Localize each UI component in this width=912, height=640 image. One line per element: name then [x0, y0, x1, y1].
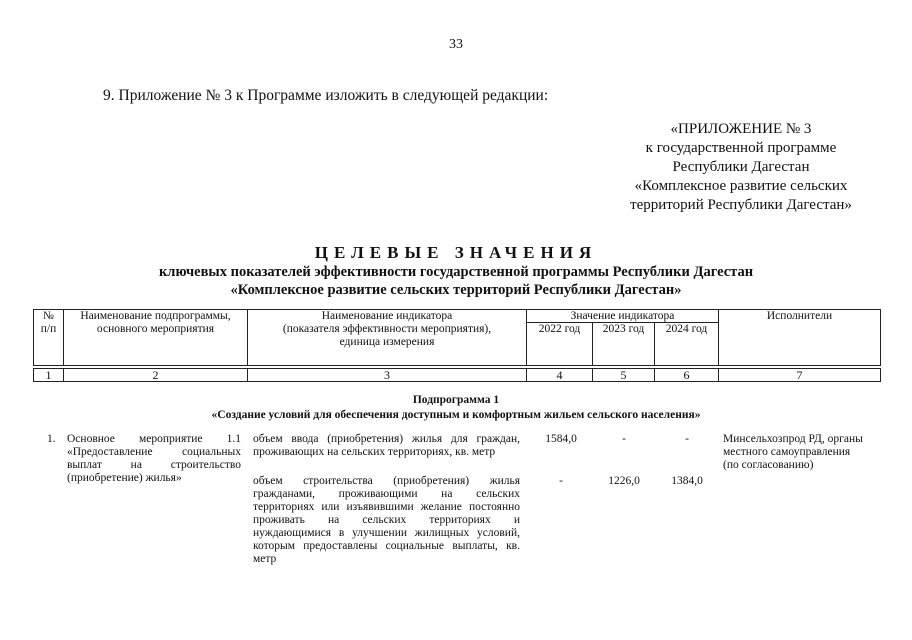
header-cell-year-2023: 2023 год — [592, 322, 655, 366]
activity-name: Основное мероприятие 1.1 «Предоставление социальных выплат на строительство (приобретение) жилья» — [67, 433, 241, 484]
appendix-line: «Комплексное развитие сельских — [634, 178, 848, 194]
indicator-2-value-2022: - — [559, 475, 563, 487]
indicator-1: объем ввода (приобретения) жилья для граждан, проживающих на сельских территориях, кв. метр — [253, 433, 520, 458]
subtitle-line: ключевых показателей эффективности государственной программы Республики Дагестан — [158, 264, 754, 280]
appendix-line: «ПРИЛОЖЕНИЕ № 3 — [670, 121, 812, 137]
document-title: ЦЕЛЕВЫЕ ЗНАЧЕНИЯ — [314, 243, 598, 262]
column-number: 3 — [247, 368, 527, 382]
executors: Минсельхозпрод РД, органы местного самоуправления (по согласованию) — [723, 433, 863, 471]
header-cell-indicator: Наименование индикатора (показателя эффективности мероприятия), единица измерения — [247, 309, 527, 366]
header-cell-activity: Наименование подпрограммы, основного мероприятия — [63, 309, 248, 366]
indicator-1-value-2023: - — [622, 433, 626, 445]
column-number: 1 — [33, 368, 64, 382]
indicator-1-value-2024: - — [685, 433, 689, 445]
intro-text: 9. Приложение № 3 к Программе изложить в следующей редакции: — [103, 87, 549, 104]
indicator-1-value-2022: 1584,0 — [545, 433, 577, 445]
header-cell-year-2024: 2024 год — [654, 322, 719, 366]
appendix-line: территорий Республики Дагестан» — [630, 197, 852, 213]
column-number: 7 — [718, 368, 881, 382]
header-cell-executors: Исполнители — [718, 309, 881, 366]
header-cell-year-2022: 2022 год — [526, 322, 593, 366]
column-number: 2 — [63, 368, 248, 382]
appendix-line: Республики Дагестан — [672, 159, 810, 175]
column-number: 4 — [526, 368, 593, 382]
row-number: 1. — [47, 433, 56, 445]
column-number: 6 — [654, 368, 719, 382]
appendix-block — [600, 120, 882, 215]
document-subtitle — [0, 263, 912, 299]
column-number: 5 — [592, 368, 655, 382]
indicator-2-value-2024: 1384,0 — [671, 475, 703, 487]
appendix-line: к государственной программе — [645, 140, 837, 156]
indicator-2-value-2023: 1226,0 — [608, 475, 640, 487]
section-title: Подпрограмма 1 «Создание условий для обеспечения доступным и комфортным жильем сельского населения» — [211, 394, 701, 421]
subtitle-line: «Комплексное развитие сельских территорий Республики Дагестан» — [230, 282, 682, 298]
indicator-2: объем строительства (приобретения) жилья гражданами, проживающими на сельских территориях или изъявившими желание постоянно проживать на сельских территориях и нуждающимися в улучшении жилищных условий, которым предоставлены социальные выплаты, кв. метр — [253, 475, 520, 565]
header-cell-number: № п/п — [33, 309, 64, 366]
page-number: 33 — [449, 37, 463, 52]
header-cell-values-group: Значение индикатора — [526, 309, 719, 323]
